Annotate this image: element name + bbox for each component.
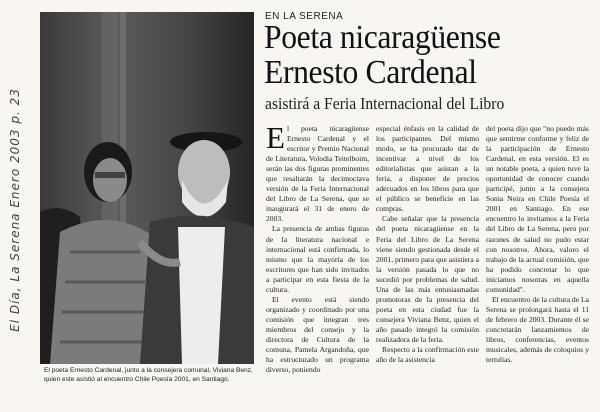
article-column-1 — [266, 124, 369, 412]
handwritten-source-text: El Día, La Serena Enero 2003 p. 23 — [8, 88, 22, 332]
article-paragraph: El poeta nicaragüense Ernesto Cardenal y el escritor y Premio Nacional de Literatura, Volodia Teitelboim, serán las dos figuras prominentes que resaltarán la decimoctava versión de la Feria Internacional del Libro de La Serena, que se inaugurará el 31 de enero de 2003. — [266, 124, 369, 224]
article-photo — [40, 12, 254, 364]
article-paragraph: especial énfasis en la calidad de los participantes. Del mismo modo, se ha procurado dar de incentivar a nivel de los editorialistas que asistan a la feria, a disponer de precios adecuados en los libros para que el público se beneficie en las compras. — [376, 124, 479, 214]
headline-line-2: Ernesto Cardenal — [264, 54, 477, 91]
photo-two-people — [40, 12, 254, 364]
article-paragraph: del poeta dijo que "no puedo más que sentirme conforme y feliz de la participación de Ernesto Cardenal, en esta versión. El es un notable poeta, a quien tuve la oportunidad de conocer cuando participé, junto a la consejera Sonia Neira en Chile Poesía el 2001 en Santiago. En ese encuentro lo invitamos a la Feria del Libro de La Serena, pero por razones de salud no pudo estar con nosotros. Ahora, valoro el trabajo de la actual comisión, que ha podido concretar lo que iniciamos nosotras en aquella comunidad". — [486, 124, 589, 294]
article-column-2 — [376, 124, 479, 412]
section-kicker: EN LA SERENA — [265, 11, 344, 22]
photo-woman-glasses — [95, 172, 125, 178]
article-paragraph: Cabe señalar que la presencia del poeta nicaragüense en la Feria del Libro de La Serena viene siendo gestionada desde el 2001, primero para que asistiera a la versión pasada lo que no sucedió por problemas de salud. Una de las más entusiasmadas promotoras de la presencia del poeta en esta ciudad fue la consejera Viviana Benz, quien el año pasado integró la comisión realizadora de la feria. — [376, 214, 479, 344]
photo-man-shirt — [178, 227, 225, 364]
photo-caption: El poeta Ernesto Cardenal, junto a la consejera comunal, Viviana Benz, quien este asistió al encuentro Chile Poesía 2001, en Santiago. — [44, 367, 253, 383]
article-column-3 — [486, 124, 589, 412]
handwritten-source-note — [0, 20, 30, 410]
article-paragraph: El encuentro de la cultura de La Serena se prolongará hasta el 11 de febrero de 2003. Durante él se concretarán lanzamientos de libros, conferencias, eventos musicales, además de coloquios y tertulias. — [486, 294, 589, 365]
headline — [264, 20, 571, 90]
article-paragraph: Respecto a la confirmación este año de la asistencia — [376, 345, 479, 365]
headline-line-1: Poeta nicaragüense — [264, 19, 501, 56]
subheadline: asistirá a Feria Internacional del Libro — [265, 94, 505, 113]
drop-cap: E — [266, 124, 285, 155]
article-paragraph: La presencia de ambas figuras de la literatura nacional e internacional está confirmada, lo mismo que la mayoría de los escritores que han sido invitados a participar en esta fiesta de la cultura. — [266, 224, 369, 294]
photo-woman-face — [93, 158, 127, 202]
article-paragraph: El evento está siendo organizado y coordinado por una comisión que integran tres miembros del consejo y la directora de Cultura de la comuna, Pamela Argandoña, que ha estructurado un programa diverso, poniendo — [266, 294, 369, 375]
